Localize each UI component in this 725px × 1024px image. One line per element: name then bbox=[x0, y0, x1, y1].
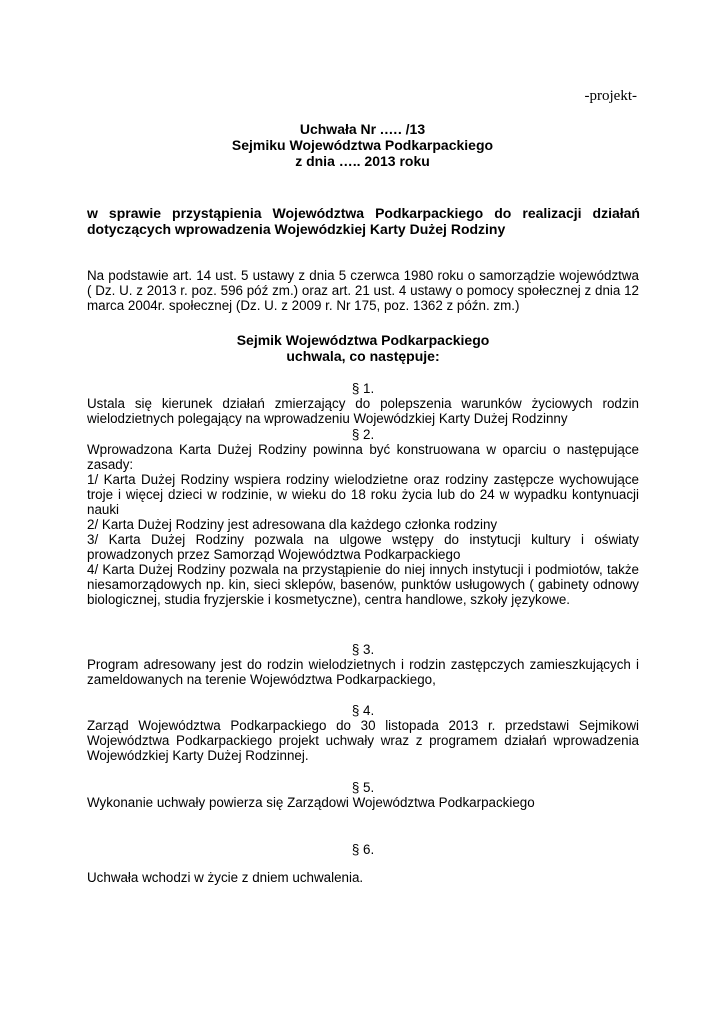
section-6-mark: § 6. bbox=[351, 842, 375, 857]
section-1-text: Ustala się kierunek działań zmierzający do polepszenia warunków życiowych rodzin wielodzietnych polegający na wprowadzeniu Wojewódzkiej Karty Dużej Rodzinny bbox=[87, 396, 639, 426]
section-2 bbox=[87, 427, 639, 607]
section-5-mark: § 5. bbox=[351, 780, 375, 795]
section-2-point-3: 3/ Karta Dużej Rodziny pozwala na ulgowe wstępy do instytucji kultury i oświaty prowadzonych przez Samorząd Województwa Podkarpackiego bbox=[87, 532, 639, 562]
section-4-text: Zarząd Województwa Podkarpackiego do 30 listopada 2013 r. przedstawi Sejmikowi Województwa Podkarpackiego projekt uchwały wraz z programem działań wprowadzenia Wojewódzkiej Karty Dużej Rodzinnej. bbox=[87, 718, 639, 763]
section-2-point-1: 1/ Karta Dużej Rodziny wspiera rodziny wielodzietne oraz rodziny zastępcze wychowujące troje i więcej dzieci w rodzinie, w wieku do 18 roku życia lub do 24 w wypadku kontynuacji nauki bbox=[87, 472, 639, 517]
section-4-mark: § 4. bbox=[351, 703, 375, 718]
section-2-point-4: 4/ Karta Dużej Rodziny pozwala na przystąpienie do niej innych instytucji i podmiotów, także niesamorządowych np. kin, sieci sklepów, basenów, punktów usługowych ( gabinety odnowy biologicznej, studia fryzjerskie i kosmetyczne), centra handlowe, szkoły językowe. bbox=[87, 562, 639, 607]
section-3 bbox=[87, 642, 639, 687]
section-5-text: Wykonanie uchwały powierza się Zarządowi Województwa Podkarpackiego bbox=[87, 795, 535, 810]
section-2-intro: Wprowadzona Karta Dużej Rodziny powinna być konstruowana w oparciu o następujące zasady: bbox=[87, 442, 639, 472]
section-6-text: Uchwała wchodzi w życie z dniem uchwalenia. bbox=[87, 870, 364, 885]
section-1-mark: § 1. bbox=[351, 381, 375, 396]
resolved-heading bbox=[87, 332, 639, 364]
section-1 bbox=[87, 381, 639, 426]
section-5 bbox=[87, 780, 639, 810]
section-2-point-2: 2/ Karta Dużej Rodziny jest adresowana dla każdego członka rodziny bbox=[87, 517, 498, 532]
title-line-date: z dnia ….. 2013 roku bbox=[295, 153, 430, 169]
title-line-number: Uchwała Nr .…. /13 bbox=[299, 121, 426, 137]
projekt-label: -projekt- bbox=[584, 88, 637, 104]
resolution-subject: w sprawie przystąpienia Województwa Podkarpackiego do realizacji działań dotyczących wprowadzenia Wojewódzkiej Karty Dużej Rodziny bbox=[87, 205, 640, 237]
resolved-line-2: uchwala, co następuje: bbox=[286, 348, 440, 364]
section-6 bbox=[87, 842, 639, 885]
section-2-mark: § 2. bbox=[351, 427, 375, 442]
section-3-text: Program adresowany jest do rodzin wielodzietnych i rodzin zastępczych zamieszkujących i zameldowanych na terenie Województwa Podkarpackiego, bbox=[87, 657, 639, 687]
legal-basis-text: Na podstawie art. 14 ust. 5 ustawy z dnia 5 czerwca 1980 roku o samorządzie województwa ( Dz. U. z 2013 r. poz. 596 póź zm.) oraz art. 21 ust. 4 ustawy o pomocy społecznej z dnia 12 marca 2004r. społecznej (Dz. U. z 2009 r. Nr 175, poz. 1362 z późn. zm.) bbox=[87, 268, 639, 313]
section-4 bbox=[87, 703, 639, 763]
resolution-title bbox=[0, 121, 725, 169]
title-line-body: Sejmiku Województwa Podkarpackiego bbox=[231, 137, 494, 153]
legal-basis bbox=[87, 268, 639, 313]
section-3-mark: § 3. bbox=[351, 642, 375, 657]
resolved-line-1: Sejmik Województwa Podkarpackiego bbox=[236, 332, 490, 348]
